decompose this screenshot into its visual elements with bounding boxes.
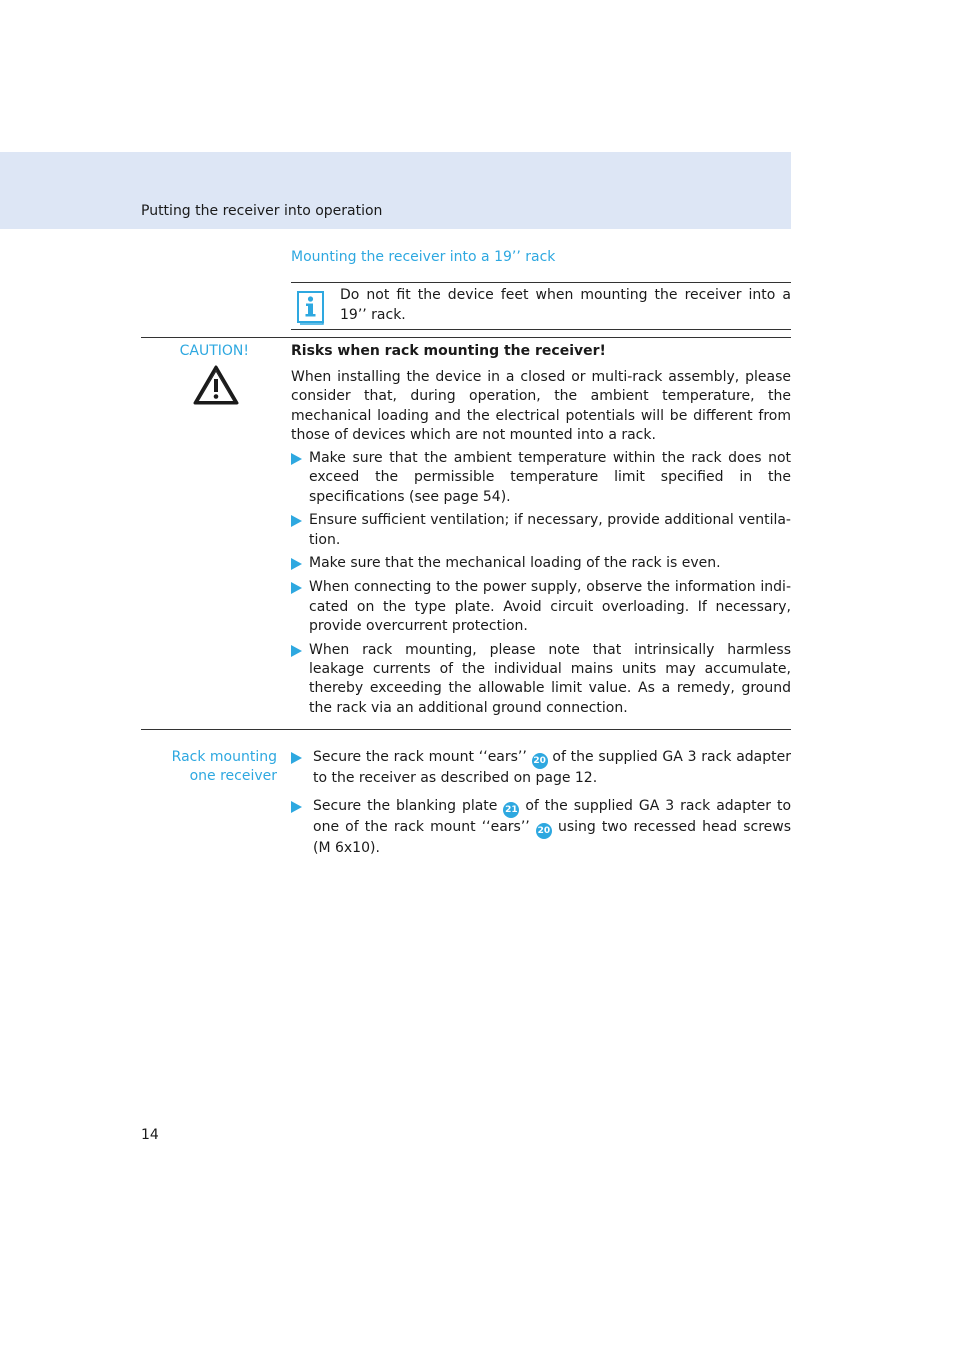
- list-item: Ensure sufficient ventilation; if necessary, provide additional ventila-tion.: [291, 511, 791, 550]
- caution-bullet-list: [291, 449, 791, 722]
- page-number: 14: [141, 1127, 159, 1143]
- caution-body: When installing the device in a closed or multi-rack assembly, please consider that, during operation, the ambient temperature, the mechanical loading and the electrical potentials will be different from those of devices which are not mounted into a rack.: [291, 369, 791, 443]
- step-item: Secure the blanking plate 21 of the supplied GA 3 rack adapter to one of the rack mount ‘‘ears’’ 20 using two recessed head screws (M 6x10).: [291, 797, 791, 858]
- section-title: Mounting the receiver into a 19’’ rack: [291, 249, 556, 265]
- list-item: Make sure that the ambient temperature within the rack does not exceed the permissible temperature limit specified in the specifications (see page 54).: [291, 449, 791, 507]
- info-note-box: [291, 282, 791, 330]
- caution-heading: Risks when rack mounting the receiver!: [291, 343, 606, 359]
- triangle-arrow-icon: [291, 801, 302, 813]
- callout-number: 20: [536, 823, 552, 839]
- rack-mounting-label: Rack mounting one receiver: [171, 749, 277, 785]
- callout-number: 21: [503, 802, 519, 818]
- running-header: Putting the receiver into operation: [141, 203, 383, 219]
- warning-triangle-icon: [193, 365, 239, 405]
- callout-number: 20: [532, 753, 548, 769]
- caution-label: CAUTION!: [179, 343, 249, 359]
- rack-mounting-steps: [291, 748, 791, 868]
- info-note-text: Do not fit the device feet when mounting the receiver into a 19’’ rack.: [340, 287, 791, 323]
- list-item: Make sure that the mechanical loading of the rack is even.: [291, 554, 791, 573]
- triangle-arrow-icon: [291, 582, 302, 594]
- header-band: [0, 152, 791, 229]
- triangle-arrow-icon: [291, 515, 302, 527]
- info-icon: [297, 291, 325, 325]
- triangle-arrow-icon: [291, 453, 302, 465]
- step-item: Secure the rack mount ‘‘ears’’ 20 of the supplied GA 3 rack adapter to the receiver as described on page 12.: [291, 748, 791, 788]
- triangle-arrow-icon: [291, 645, 302, 657]
- list-item: When connecting to the power supply, observe the information indi-cated on the type plate. Avoid circuit overloading. If necessary, provide overcurrent protection.: [291, 578, 791, 636]
- divider: [141, 729, 791, 730]
- list-item: When rack mounting, please note that intrinsically harmless leakage currents of the individual mains units may accumulate, thereby exceeding the allowable limit value. As a remedy, ground the rack via an additional ground connection.: [291, 641, 791, 718]
- triangle-arrow-icon: [291, 752, 302, 764]
- divider: [141, 337, 791, 338]
- triangle-arrow-icon: [291, 558, 302, 570]
